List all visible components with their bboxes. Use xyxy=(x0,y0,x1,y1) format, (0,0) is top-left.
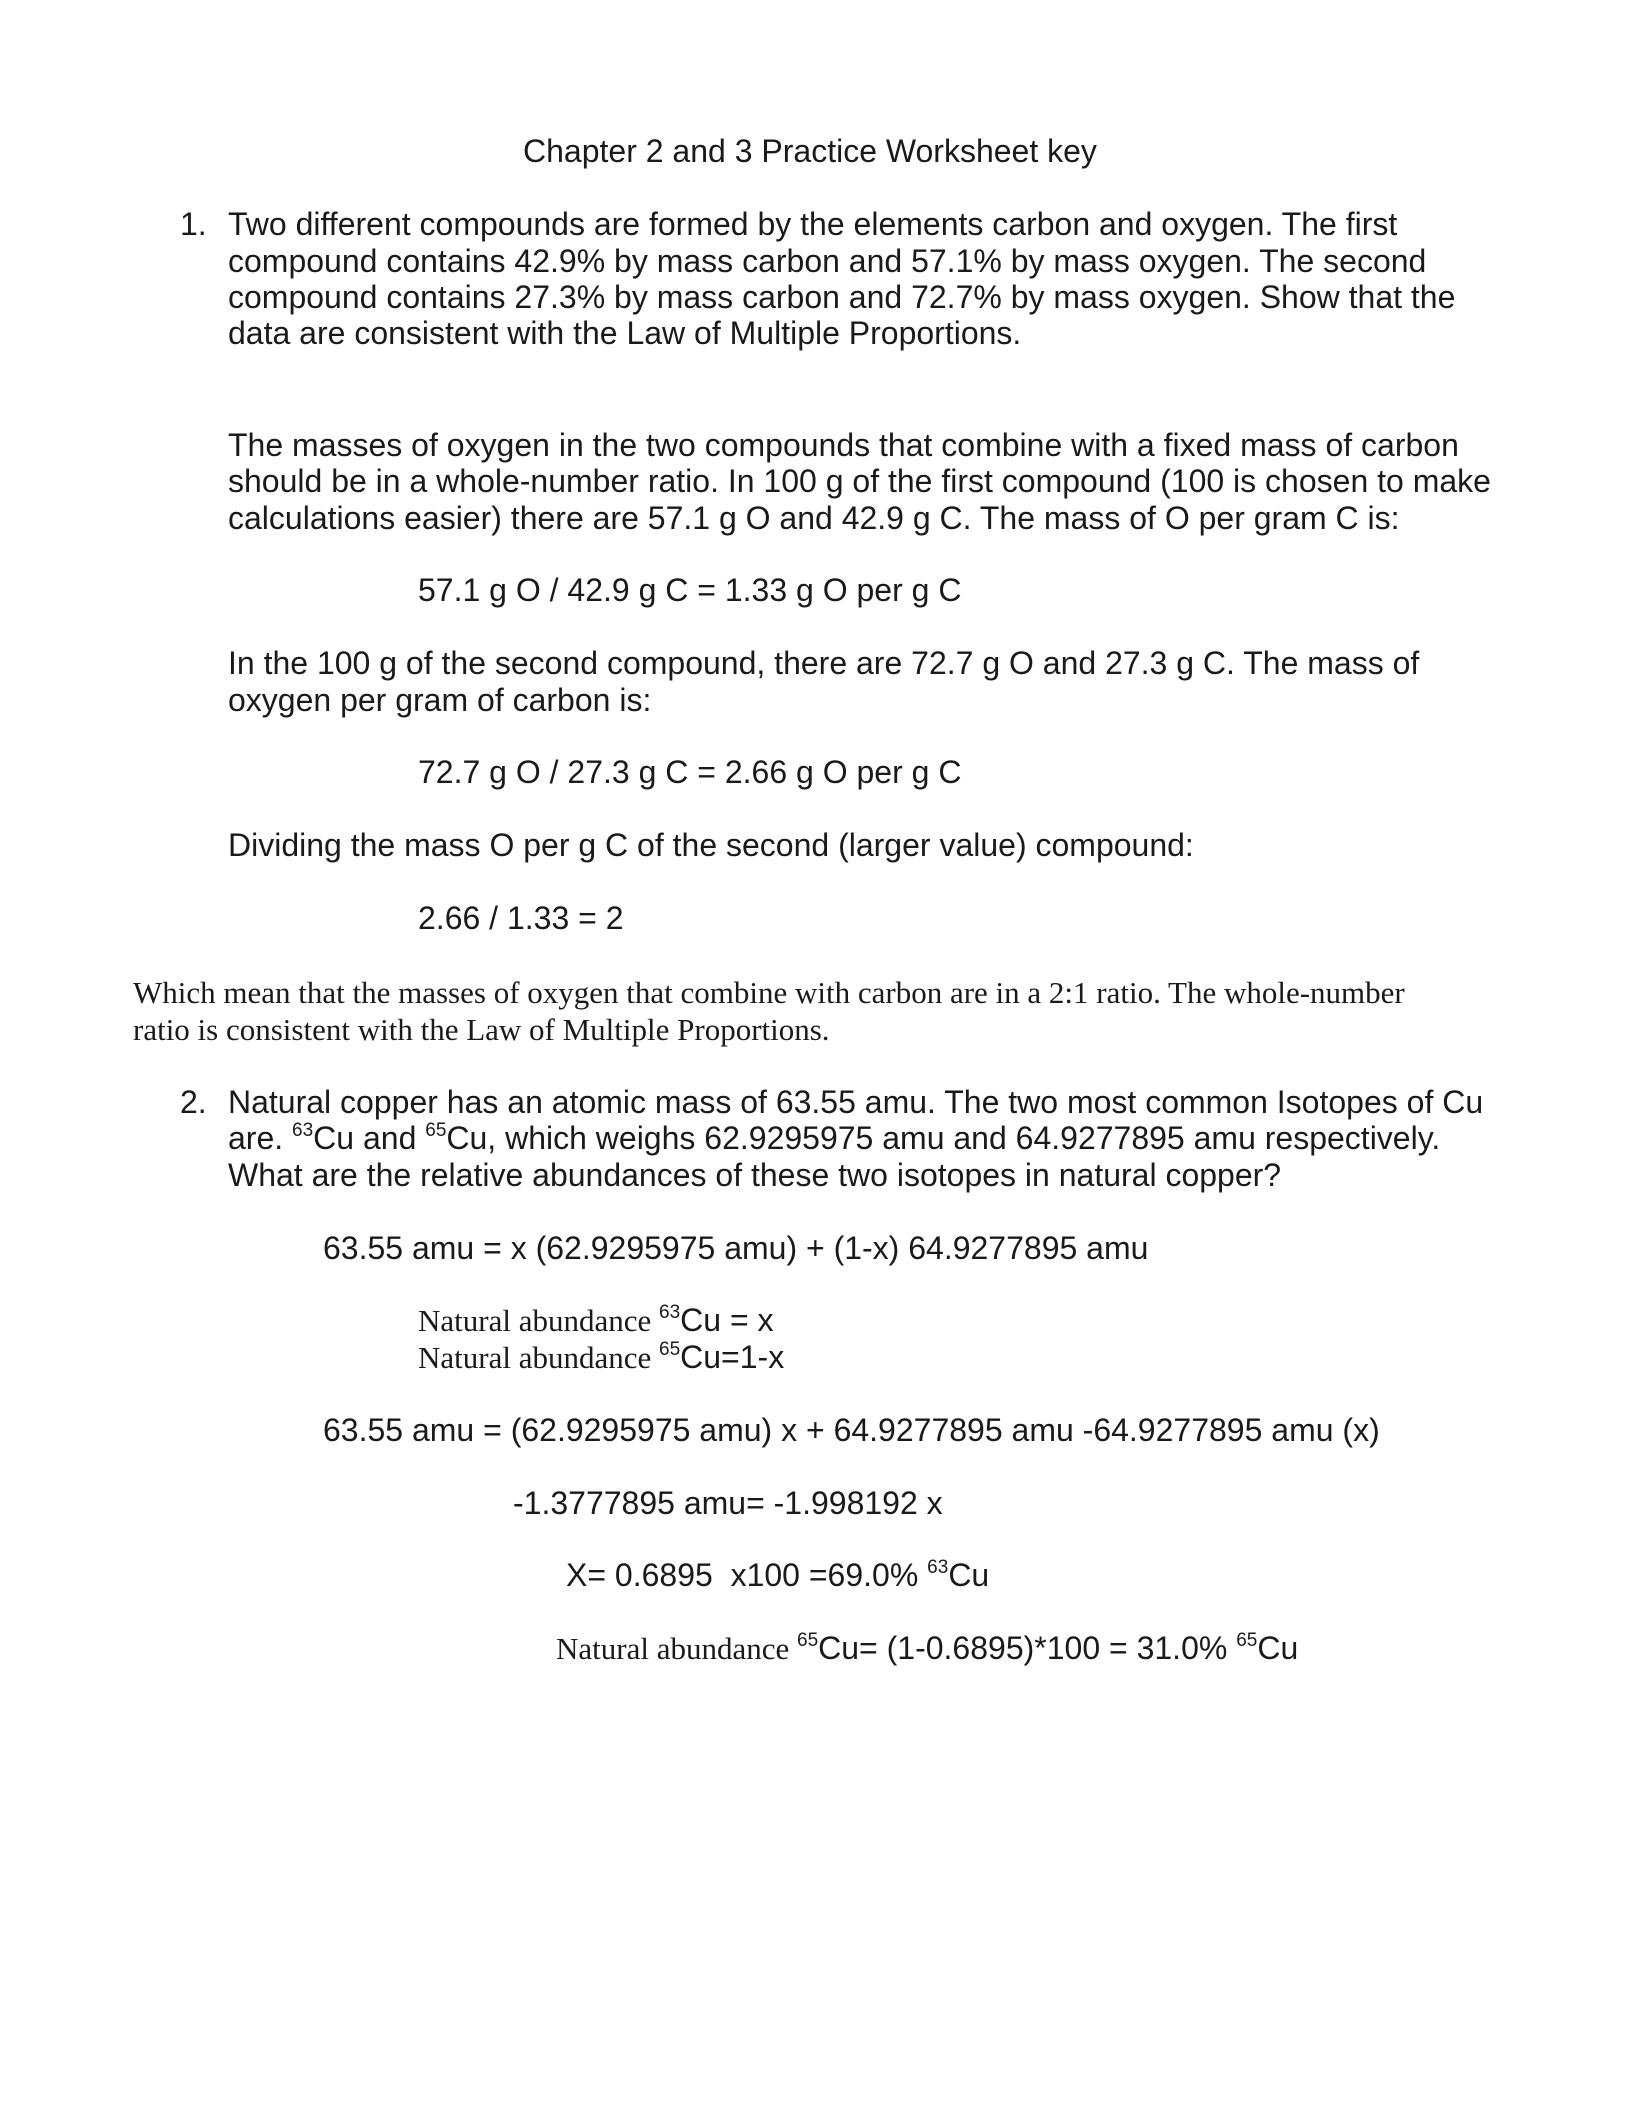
question-1-line: compound contains 42.9% by mass carbon and 57.1% by mass oxygen. The second xyxy=(228,243,1427,279)
question-2-line: What are the relative abundances of these two isotopes in natural copper? xyxy=(228,1157,1282,1193)
page-title: Chapter 2 and 3 Practice Worksheet key xyxy=(523,133,1097,169)
question-2-line: Natural copper has an atomic mass of 63.55 amu. The two most common Isotopes of Cu xyxy=(228,1084,1484,1120)
isotope-superscript: 63 xyxy=(659,1302,681,1323)
question-1-number: 1. xyxy=(180,206,207,242)
answer-2-equation-2: 63.55 amu = (62.9295975 amu) x + 64.9277895 amu -64.9277895 amu (x) xyxy=(323,1412,1380,1448)
answer-1-intro-line: The masses of oxygen in the two compounds that combine with a fixed mass of carbon xyxy=(228,427,1459,463)
isotope-superscript: 65 xyxy=(797,1630,819,1651)
answer-1-intro-line: should be in a whole-number ratio. In 100 g of the first compound (100 is chosen to make xyxy=(228,463,1491,499)
answer-1-second-line: oxygen per gram of carbon is: xyxy=(228,682,652,718)
isotope-superscript: 65 xyxy=(659,1339,681,1360)
answer-1-equation-3: 2.66 / 1.33 = 2 xyxy=(418,900,624,936)
answer-2-equation-3: -1.3777895 amu= -1.998192 x xyxy=(513,1485,943,1521)
answer-2-equation-1: 63.55 amu = x (62.9295975 amu) + (1-x) 64.9277895 amu xyxy=(323,1230,1149,1266)
isotope-superscript: 63 xyxy=(927,1557,949,1578)
isotope-superscript: 65 xyxy=(1236,1630,1258,1651)
answer-1-equation-1: 57.1 g O / 42.9 g C = 1.33 g O per g C xyxy=(418,572,962,608)
question-1-line: Two different compounds are formed by the elements carbon and oxygen. The first xyxy=(228,206,1398,242)
isotope-superscript: 63 xyxy=(292,1120,314,1141)
answer-1-equation-2: 72.7 g O / 27.3 g C = 2.66 g O per g C xyxy=(418,754,962,790)
answer-2-abundance-65: Natural abundance $^{65}$Cu=1-x xyxy=(418,1339,785,1375)
question-1-line: compound contains 27.3% by mass carbon and 72.7% by mass oxygen. Show that the xyxy=(228,279,1456,315)
question-2-line: are. $^{63}$Cu and $^{65}$Cu, which weighs 62.9295975 amu and 64.9277895 amu respectively. xyxy=(228,1120,1441,1156)
answer-1-intro-line: calculations easier) there are 57.1 g O and 42.9 g C. The mass of O per gram C is: xyxy=(228,500,1400,536)
answer-2-abundance-63: Natural abundance $^{63}$Cu = x xyxy=(418,1302,774,1338)
answer-1-conclusion-line: Which mean that the masses of oxygen that combine with carbon are in a 2:1 ratio. The whole-number xyxy=(133,975,1405,1010)
answer-1-divide-line: Dividing the mass O per g C of the second (larger value) compound: xyxy=(228,827,1194,863)
question-1-line: data are consistent with the Law of Multiple Proportions. xyxy=(228,315,1022,351)
answer-1-second-line: In the 100 g of the second compound, there are 72.7 g O and 27.3 g C. The mass of xyxy=(228,645,1420,681)
answer-2-equation-5: Natural abundance $^{65}$Cu= (1-0.6895)*100 = 31.0% $^{65}$Cu xyxy=(556,1630,1299,1666)
answer-2-equation-4: X= 0.6895 x100 =69.0% $^{63}$Cu xyxy=(566,1557,990,1593)
answer-1-conclusion-line: ratio is consistent with the Law of Multiple Proportions. xyxy=(133,1012,830,1047)
question-2-number: 2. xyxy=(180,1084,207,1120)
isotope-superscript: 65 xyxy=(425,1120,447,1141)
